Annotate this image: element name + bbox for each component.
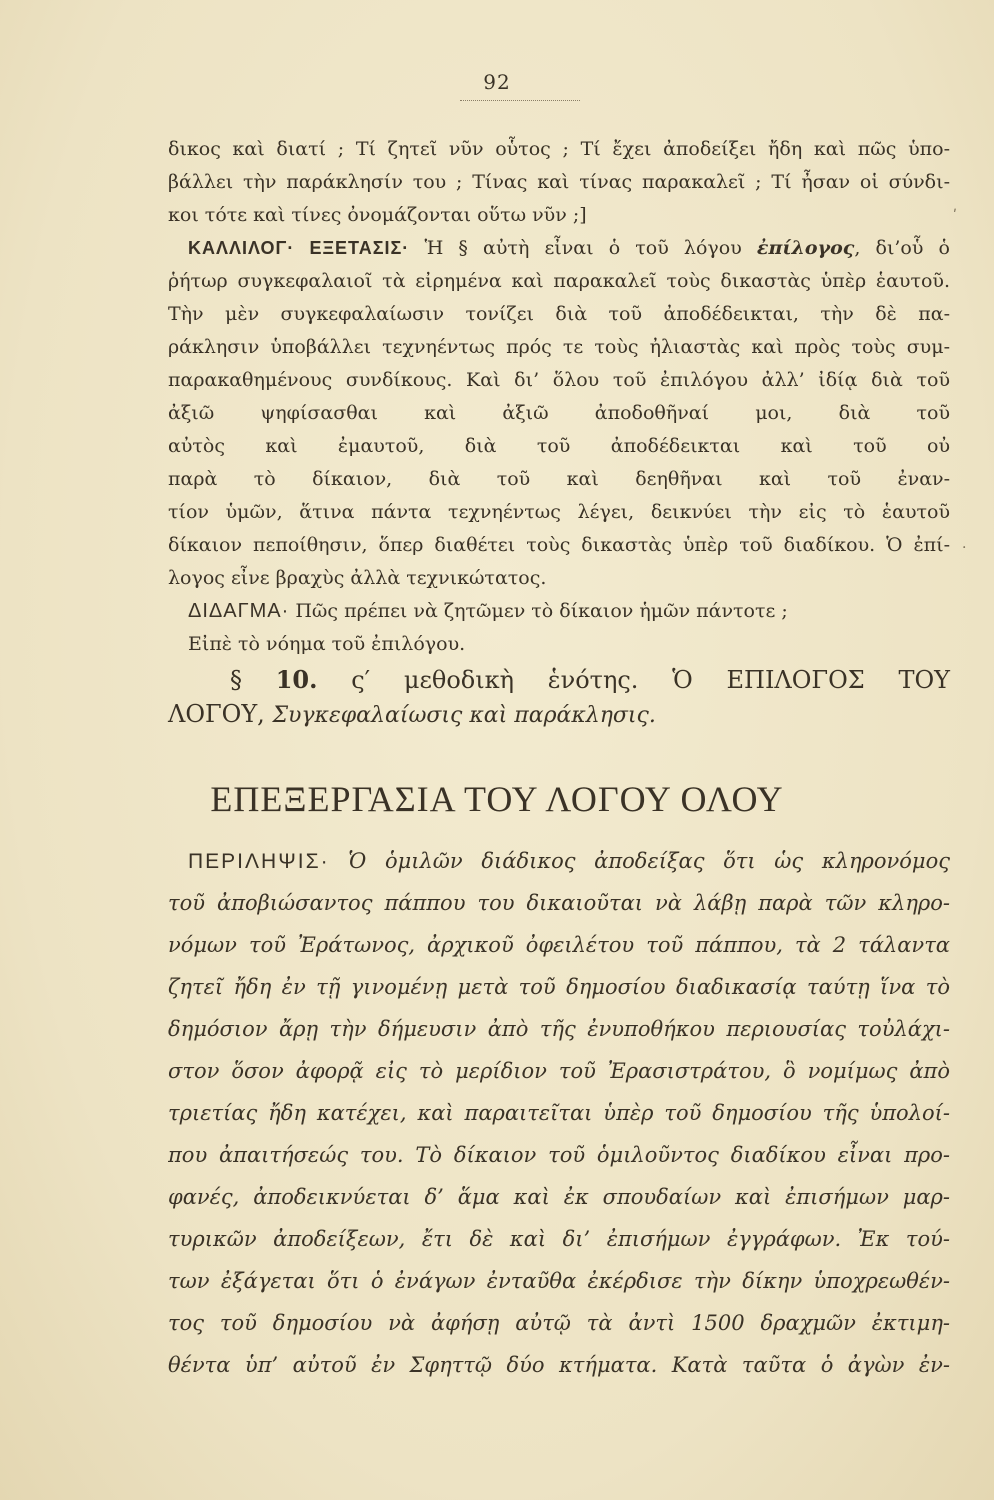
text-line: νόμων τοῦ Ἐράτωνος, ἀρχικοῦ ὀφειλέτου τοῦ πάππου, τὰ 2 τάλαντα [168,933,950,957]
text-line: ἀξιῶ ψηφίσασθαι καὶ ἀξιῶ ἀποδοθῆναί μοι, διὰ τοῦ [168,402,950,424]
text-fragment: , δι’οὗ ὁ [854,237,950,259]
section-title-continued: ΛΟΓΟΥ, [168,700,265,728]
main-heading: ΕΠΕΞΕΡΓΑΣΙΑ ΤΟΥ ΛΟΓΟΥ ΟΛΟΥ [210,779,784,819]
section-caption-line [168,696,950,732]
text-fragment: Ἡ § αὐτὴ εἶναι ὁ τοῦ λόγου [424,237,742,259]
text-line: στον ὅσον ἀφορᾷ εἰς τὸ μερίδιον τοῦ Ἐρασιστράτου, ὃ νομίμως ἀπὸ [168,1059,950,1083]
paragraph-first-line [188,233,950,263]
text-line: Τὴν μὲν συγκεφαλαίωσιν τονίζει διὰ τοῦ ἀποδέδεικται, τὴν δὲ πα- [168,303,950,325]
text-line: θέντα ὑπ’ αὐτοῦ ἐν Σφηττῷ δύο κτήματα. Κατὰ ταῦτα ὁ ἀγὼν ἐν- [168,1353,950,1377]
text-line: λογος εἶνε βραχὺς ἀλλὰ τεχνικώτατος. [168,567,547,589]
periliphis-heading: ΠΕΡΙΛΗΨΙΣ· [188,850,330,873]
didagma-line [188,596,950,626]
section-symbol: § [230,666,242,694]
section-number: 10. [275,665,318,694]
margin-ink-mark: · [962,540,967,556]
text-line: τυρικῶν ἀποδείξεων, ἔτι δὲ καὶ δι’ ἐπισήμων ἐγγράφων. Ἐκ τού- [168,1227,950,1251]
text-line: ζητεῖ ἤδη ἐν τῇ γινομένῃ μετὰ τοῦ δημοσίου διαδικασίᾳ ταύτῃ ἵνα τὸ [168,975,950,999]
text-line: παρακαθημένους συνδίκους. Καὶ δι’ ὅλου τοῦ ἐπιλόγου ἀλλ’ ἰδίᾳ διὰ τοῦ [168,369,950,391]
header-rule [460,100,580,101]
text-line: των ἐξάγεται ὅτι ὁ ἐνάγων ἐνταῦθα ἐκέρδισε τὴν δίκην ὑποχρεωθέν- [168,1269,950,1293]
section-caption: Συγκεφαλαίωσις καὶ παράκλησις. [272,703,656,728]
text-line: βάλλει τὴν παράκλησίν του ; Τίνας καὶ τίνας παρακαλεῖ ; Τί ἦσαν οἱ σύνδι- [168,171,950,193]
section-title-line [230,662,950,698]
text-line: δικος καὶ διατί ; Τί ζητεῖ νῦν οὗτος ; Τί ἔχει ἀποδείξει ἤδη καὶ πῶς ὑπο- [168,138,950,160]
text-line: τριετίας ἤδη κατέχει, καὶ παραιτεῖται ὑπὲρ τοῦ δημοσίου τῆς ὑπολοί- [168,1101,950,1125]
text-line: ράκλησιν ὑποβάλλει τεχνηέντως πρός τε τοὺς ἠλιαστὰς καὶ πρὸς τοὺς συμ- [168,336,950,358]
text-line: ῥήτωρ συγκεφαλαιοῖ τὰ εἰρημένα καὶ παρακαλεῖ τοὺς δικαστὰς ὑπὲρ ἑαυτοῦ. [168,270,950,292]
term-epilogos: ἐπίλογος [756,237,855,259]
kallilogiki-heading: ΚΑΛΛΙΛΟΓ· ΕΞΕΤΑΣΙΣ· [188,238,410,258]
text-line: δίκαιον πεποίθησιν, ὅπερ διαθέτει τοὺς δικαστὰς ὑπὲρ τοῦ διαδίκου. Ὁ ἐπί- [168,534,950,556]
text-line: κοι τότε καὶ τίνες ὀνομάζονται οὕτω νῦν ;] [168,204,587,226]
didagma-question: Πῶς πρέπει νὰ ζητῶμεν τὸ δίκαιον ἡμῶν πάντοτε ; [295,600,788,622]
text-line: τοῦ ἀποβιώσαντος πάππου του δικαιοῦται νὰ λάβῃ παρὰ τῶν κληρο- [168,891,950,915]
text-line: δημόσιον ἄρῃ τὴν δήμευσιν ἀπὸ τῆς ἐνυποθήκου περιουσίας τοὐλάχι- [168,1017,950,1041]
text-line: τίον ὑμῶν, ἅτινα πάντα τεχνηέντως λέγει, δεικνύει τὴν εἰς τὸ ἑαυτοῦ [168,501,950,523]
text-line: που ἀπαιτήσεώς του. Τὸ δίκαιον τοῦ ὁμιλοῦντος διαδίκου εἶναι προ- [168,1143,950,1167]
section-unit: ς′ μεθοδικὴ ἑνότης. [351,666,639,694]
text-line: αὐτὸς καὶ ἐμαυτοῦ, διὰ τοῦ ἀποδέδεικται καὶ τοῦ οὐ [168,435,950,457]
margin-ink-mark: ʹ [953,208,957,224]
didagma-heading: ΔΙΔΑΓΜΑ· [188,600,290,622]
paragraph-first-line [188,842,950,881]
text-line: τος τοῦ δημοσίου νὰ ἀφήσῃ αὐτῷ τὰ ἀντὶ 1500 δραχμῶν ἐκτιμη- [168,1311,950,1335]
text-line: φανές, ἀποδεικνύεται δ’ ἅμα καὶ ἐκ σπουδαίων καὶ ἐπισήμων μαρ- [168,1185,950,1209]
section-title: Ὁ ΕΠΙΛΟΓΟΣ ΤΟΥ [672,666,950,694]
text-fragment: Ὁ ὁμιλῶν διάδικος ἀποδείξας ὅτι ὡς κληρονόμος [348,849,950,873]
didagma-instruction: Εἰπὲ τὸ νόημα τοῦ ἐπιλόγου. [188,633,466,655]
page-number: 92 [483,70,511,94]
text-line: παρὰ τὸ δίκαιον, διὰ τοῦ καὶ δεηθῆναι καὶ τοῦ ἐναν- [168,468,950,490]
